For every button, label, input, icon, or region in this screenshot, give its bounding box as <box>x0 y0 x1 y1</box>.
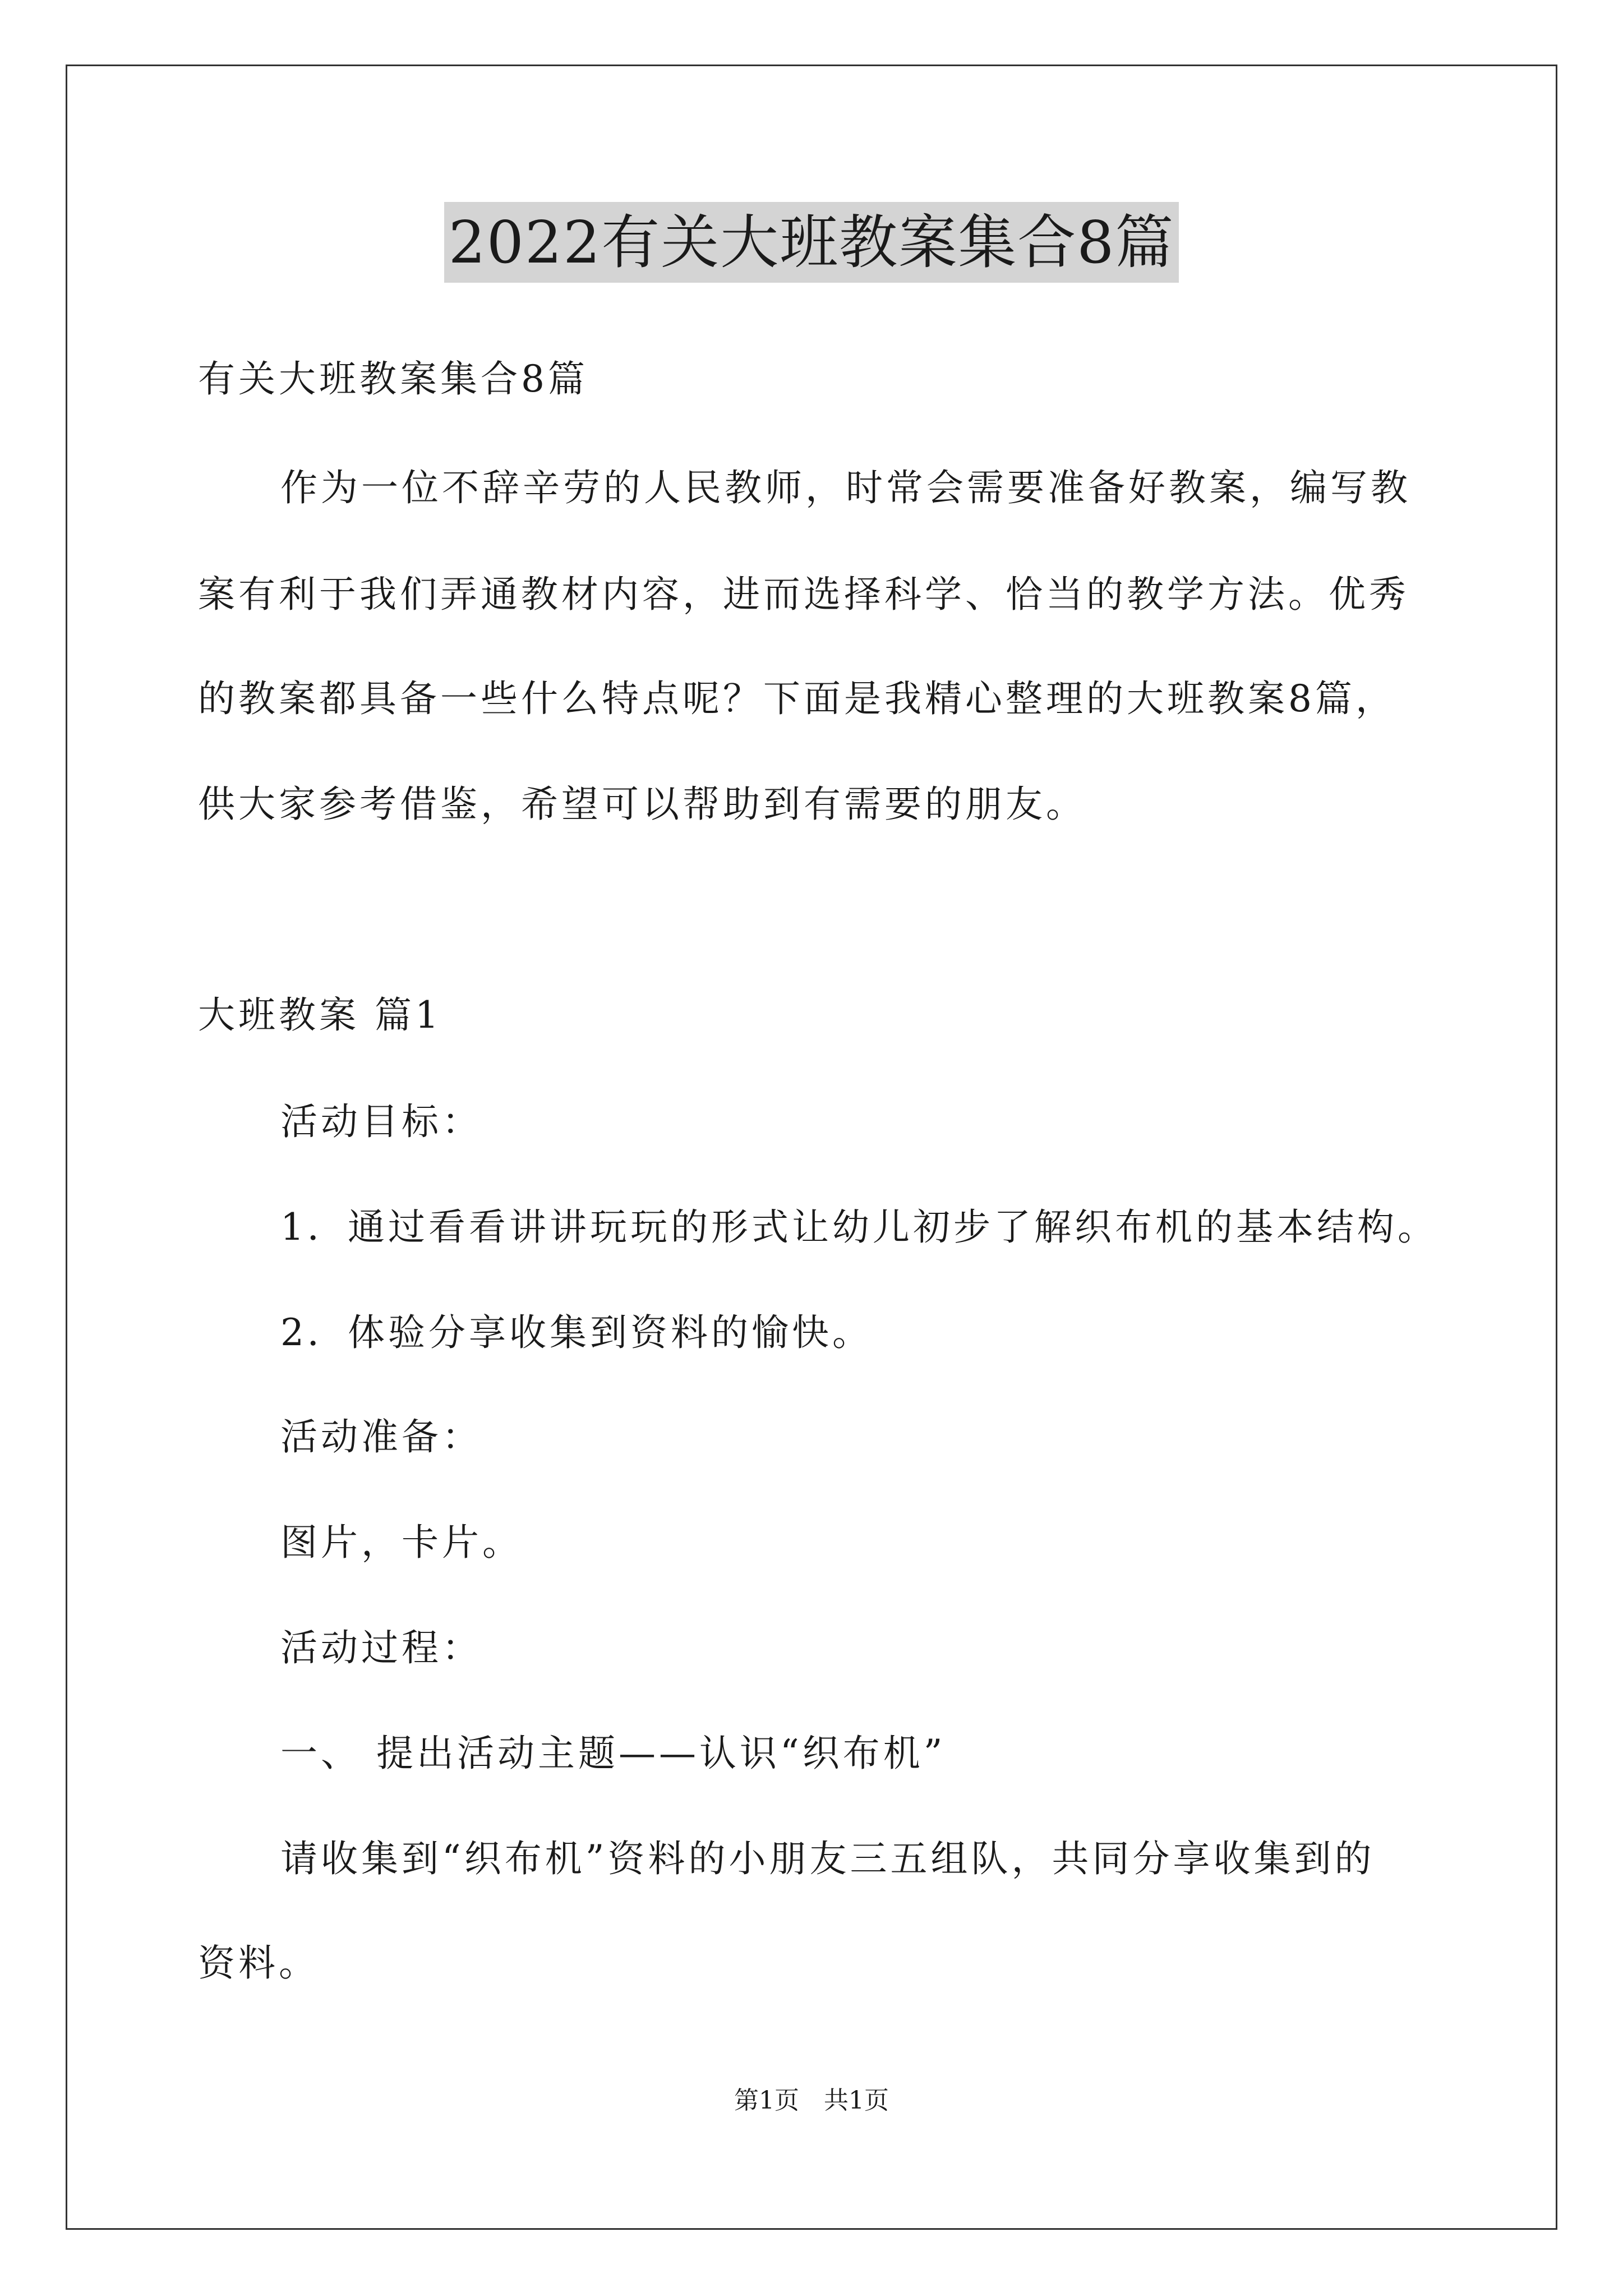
document-title: 2022有关大班教案集合8篇 <box>444 202 1179 283</box>
body-line-7: 一、 提出活动主题——认识“织布机” <box>280 1732 946 1775</box>
body-line-4: 活动准备： <box>280 1415 482 1458</box>
page-footer: 第1页 共1页 <box>734 2086 889 2115</box>
body-line-8: 请收集到“织布机”资料的小朋友三五组队，共同分享收集到的 <box>280 1837 1375 1880</box>
body-line-3: 2．体验分享收集到资料的愉快。 <box>280 1311 873 1354</box>
intro-line-3: 的教案都具备一些什么特点呢？下面是我精心整理的大班教案8篇， <box>198 677 1396 720</box>
body-line-9: 资料。 <box>198 1941 319 1985</box>
body-line-2: 1．通过看看讲讲玩玩的形式让幼儿初步了解织布机的基本结构。 <box>280 1205 1438 1249</box>
body-line-5: 图片，卡片。 <box>280 1521 523 1564</box>
section-heading: 大班教案 篇1 <box>198 993 442 1037</box>
body-line-6: 活动过程： <box>280 1626 482 1669</box>
title-container <box>0 202 1623 283</box>
body-line-1: 活动目标： <box>280 1100 482 1143</box>
intro-line-2: 案有利于我们弄通教材内容，进而选择科学、恰当的教学方法。优秀 <box>198 573 1409 616</box>
intro-line-1: 作为一位不辞辛劳的人民教师，时常会需要准备好教案，编写教 <box>280 466 1411 509</box>
document-subtitle: 有关大班教案集合8篇 <box>198 357 588 401</box>
intro-line-4: 供大家参考借鉴，希望可以帮助到有需要的朋友。 <box>198 783 1086 826</box>
